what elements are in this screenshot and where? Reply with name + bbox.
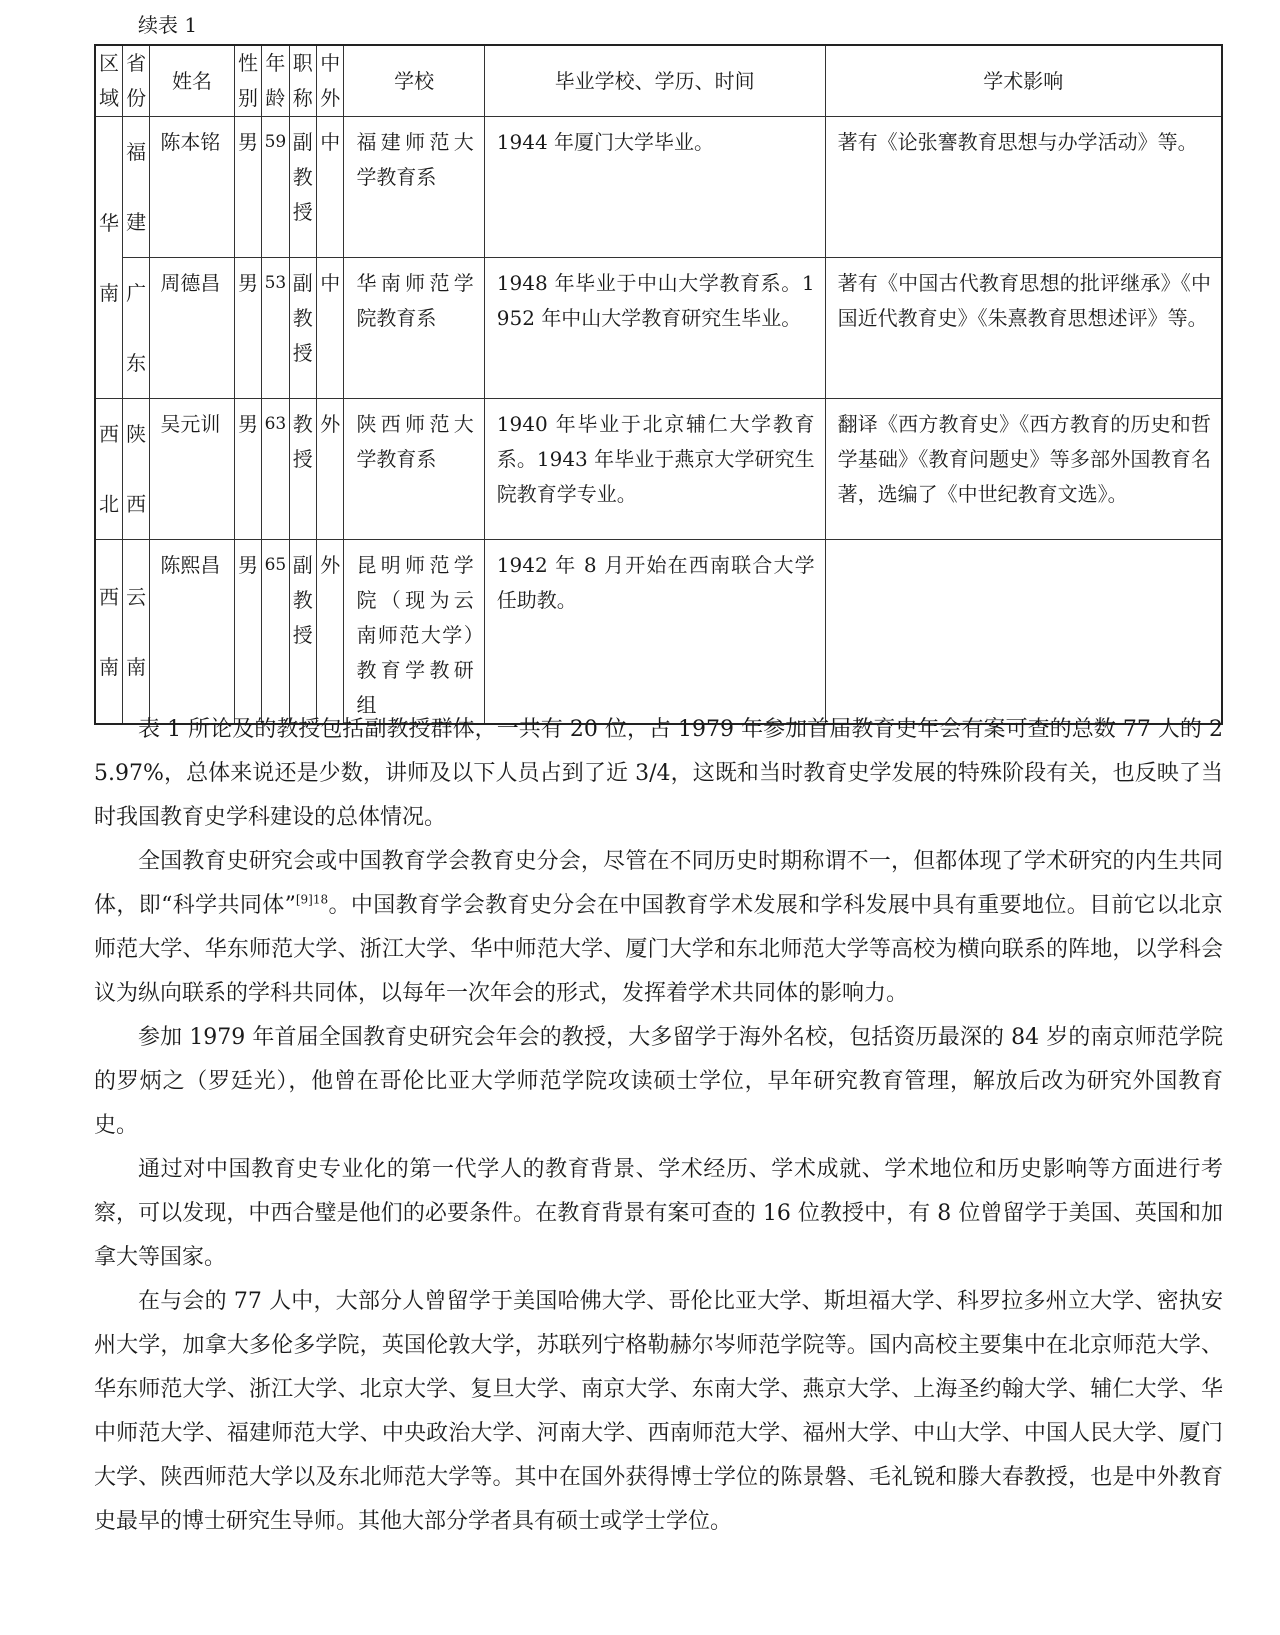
title-cell: 副教授 [289, 258, 316, 399]
header-origin: 中外 [317, 45, 344, 117]
table-caption: 续表 1 [138, 13, 198, 37]
header-influence: 学术影响 [825, 45, 1222, 117]
influence-cell: 著有《论张謇教育思想与办学活动》等。 [825, 117, 1222, 258]
school-cell: 昆明师范学院（现为云南师范大学）教育学教研组 [344, 540, 484, 725]
origin-cell: 中 [317, 258, 344, 399]
gender-cell: 男 [234, 117, 261, 258]
paragraph: 通过对中国教育史专业化的第一代学人的教育背景、学术经历、学术成就、学术地位和历史影响等方面进行考察，可以发现，中西合璧是他们的必要条件。在教育背景有案可查的 16 位教授中，有 8 位曾留学于美国、英国和加拿大等国家。 [94, 1157, 1223, 1270]
header-gender: 性别 [234, 45, 261, 117]
header-name: 姓名 [150, 45, 234, 117]
professor-table [94, 44, 1223, 725]
region-cell: 西北 [95, 399, 122, 540]
province-cell: 福建 [122, 117, 149, 258]
paragraph-text-tail: 。中国教育学会教育史分会在中国教育学术发展和学科发展中具有重要地位。目前它以北京师范大学、华东师范大学、浙江大学、华中师范大学、厦门大学和东北师范大学等高校为横向联系的阵地，以学科会议为纵向联系的学科共同体，以每年一次年会的形式，发挥着学术共同体的影响力。 [94, 893, 1223, 1006]
header-education: 毕业学校、学历、时间 [484, 45, 825, 117]
header-region: 区域 [95, 45, 122, 117]
influence-cell [825, 540, 1222, 725]
table-header-row [95, 45, 1222, 117]
education-cell: 1948 年毕业于中山大学教育系。1952 年中山大学教育研究生毕业。 [484, 258, 825, 399]
origin-cell: 中 [317, 117, 344, 258]
paragraph: 表 1 所论及的教授包括副教授群体，一共有 20 位，占 1979 年参加首届教育史年会有案可查的总数 77 人的 25.97%，总体来说还是少数，讲师及以下人员占到了近 3/4，这既和当时教育史学发展的特殊阶段有关，也反映了当时我国教育史学科建设的总体情况。 [94, 717, 1223, 830]
gender-cell: 男 [234, 399, 261, 540]
age-cell: 65 [262, 540, 289, 725]
table-row [95, 117, 1222, 258]
school-cell: 福建师范大学教育系 [344, 117, 484, 258]
header-age: 年龄 [262, 45, 289, 117]
province-cell: 陕西 [122, 399, 149, 540]
citation-marker: [9]18 [295, 892, 329, 907]
education-cell: 1944 年厦门大学毕业。 [484, 117, 825, 258]
header-school: 学校 [344, 45, 484, 117]
name-cell: 吴元训 [150, 399, 234, 540]
influence-cell: 翻译《西方教育史》《西方教育的历史和哲学基础》《教育问题史》等多部外国教育名著，选编了《中世纪教育文选》。 [825, 399, 1222, 540]
paragraph [94, 840, 1223, 1016]
province-cell: 云南 [122, 540, 149, 725]
title-cell: 副教授 [289, 540, 316, 725]
education-cell: 1942 年 8 月开始在西南联合大学任助教。 [484, 540, 825, 725]
header-province: 省份 [122, 45, 149, 117]
school-cell: 陕西师范大学教育系 [344, 399, 484, 540]
origin-cell: 外 [317, 540, 344, 725]
title-cell: 教授 [289, 399, 316, 540]
paragraph: 参加 1979 年首届全国教育史研究会年会的教授，大多留学于海外名校，包括资历最深的 84 岁的南京师范学院的罗炳之（罗廷光），他曾在哥伦比亚大学师范学院攻读硕士学位，早年研究教育管理，解放后改为研究外国教育史。 [94, 1025, 1223, 1138]
age-cell: 59 [262, 117, 289, 258]
region-cell: 西南 [95, 540, 122, 725]
school-cell: 华南师范学院教育系 [344, 258, 484, 399]
table-row [95, 540, 1222, 725]
title-cell: 副教授 [289, 117, 316, 258]
education-cell: 1940 年毕业于北京辅仁大学教育系。1943 年毕业于燕京大学研究生院教育学专业。 [484, 399, 825, 540]
name-cell: 陈本铭 [150, 117, 234, 258]
table-row [95, 258, 1222, 399]
influence-cell: 著有《中国古代教育思想的批评继承》《中国近代教育史》《朱熹教育思想述评》等。 [825, 258, 1222, 399]
age-cell: 53 [262, 258, 289, 399]
region-cell: 华南 [95, 117, 122, 399]
table-row [95, 399, 1222, 540]
paragraph: 在与会的 77 人中，大部分人曾留学于美国哈佛大学、哥伦比亚大学、斯坦福大学、科罗拉多州立大学、密执安州大学，加拿大多伦多学院，英国伦敦大学，苏联列宁格勒赫尔岑师范学院等。国内高校主要集中在北京师范大学、华东师范大学、浙江大学、北京大学、复旦大学、南京大学、东南大学、燕京大学、上海圣约翰大学、辅仁大学、华中师范大学、福建师范大学、中央政治大学、河南大学、西南师范大学、福州大学、中山大学、中国人民大学、厦门大学、陕西师范大学以及东北师范大学等。其中在国外获得博士学位的陈景磐、毛礼锐和滕大春教授，也是中外教育史最早的博士研究生导师。其他大部分学者具有硕士或学士学位。 [94, 1289, 1223, 1534]
origin-cell: 外 [317, 399, 344, 540]
age-cell: 63 [262, 399, 289, 540]
paragraph-text: 全国教育史研究会或中国教育学会教育史分会，尽管在不同历史时期称谓不一，但都体现了学术研究的内生共同体，即“科学共同体” [94, 849, 1223, 918]
body-text [94, 708, 1223, 1544]
province-cell: 广东 [122, 258, 149, 399]
name-cell: 周德昌 [150, 258, 234, 399]
gender-cell: 男 [234, 258, 261, 399]
name-cell: 陈熙昌 [150, 540, 234, 725]
header-title: 职称 [289, 45, 316, 117]
gender-cell: 男 [234, 540, 261, 725]
